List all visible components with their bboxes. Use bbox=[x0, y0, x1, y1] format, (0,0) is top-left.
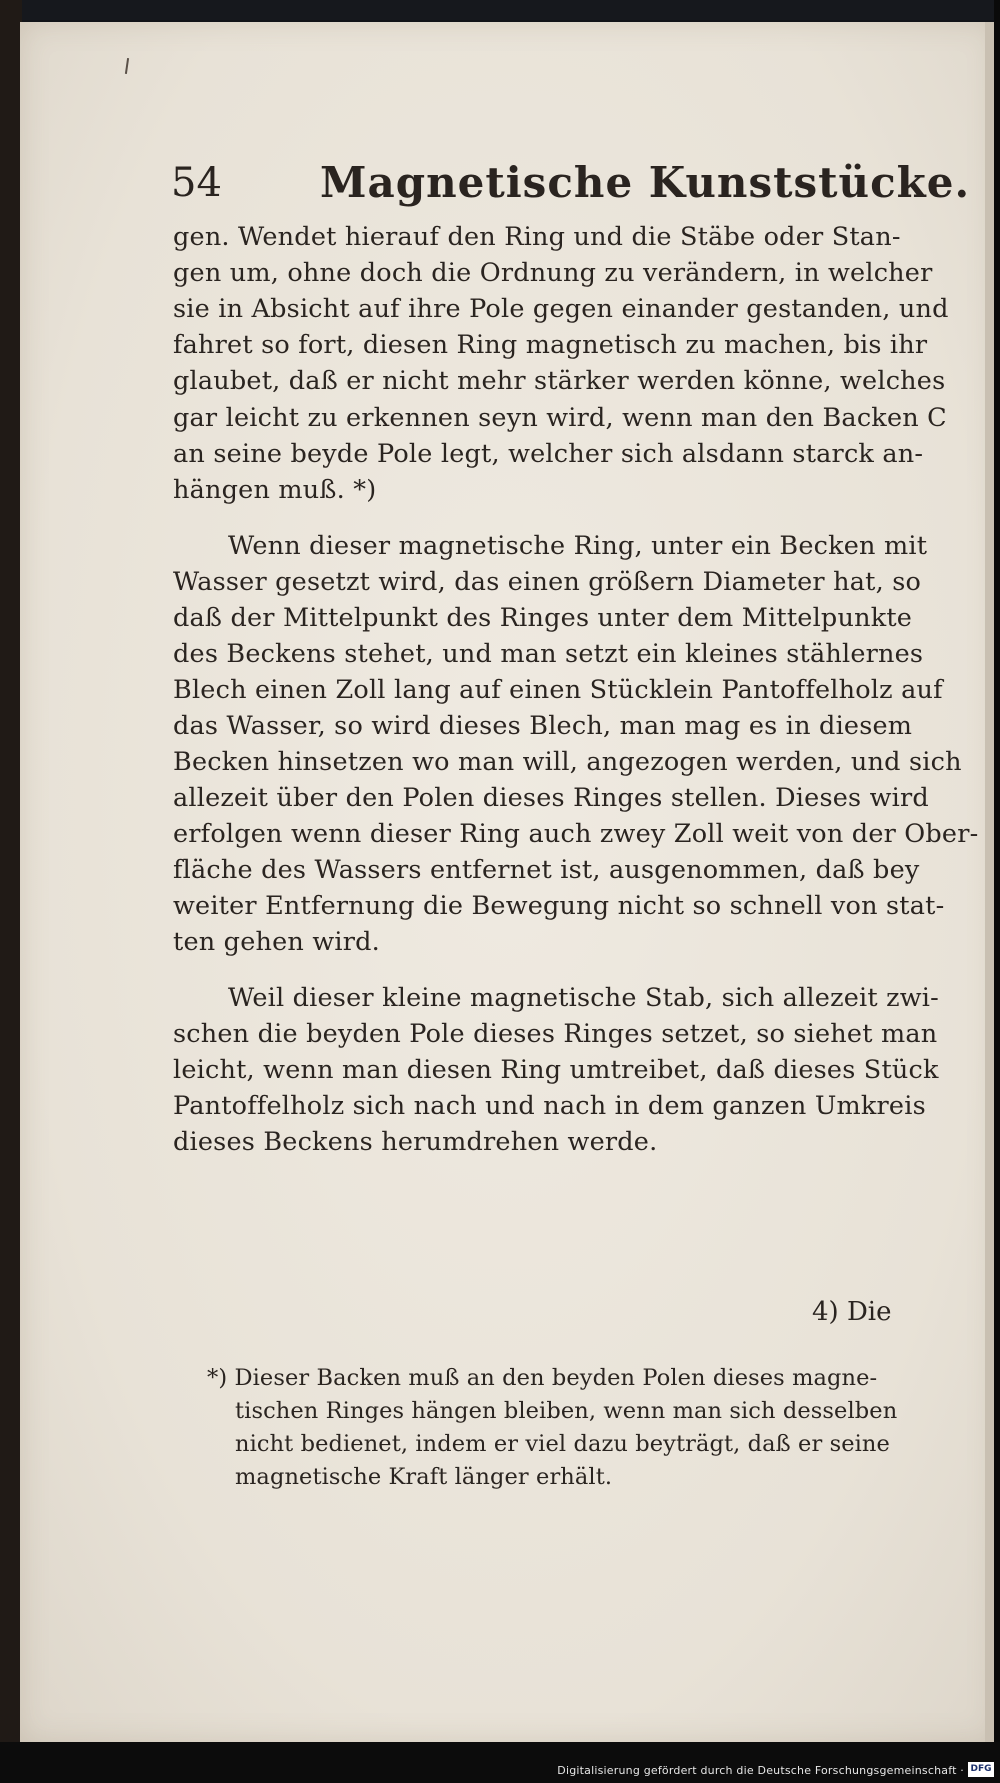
body-line: an seine beyde Pole legt, welcher sich alsdann starck an- bbox=[173, 439, 924, 469]
body-line: Blech einen Zoll lang auf einen Stücklein Pantoffelholz auf bbox=[173, 675, 943, 705]
body-line: gen um, ohne doch die Ordnung zu verändern, in welcher bbox=[173, 258, 933, 288]
body-line: hängen muß. *) bbox=[173, 475, 377, 505]
scan-top-strip bbox=[0, 0, 1000, 20]
body-line: ten gehen wird. bbox=[173, 927, 380, 957]
book-binding-edge bbox=[0, 0, 22, 1783]
footnote-line: tischen Ringes hängen bleiben, wenn man sich desselben bbox=[235, 1398, 898, 1424]
body-line: Pantoffelholz sich nach und nach in dem ganzen Umkreis bbox=[173, 1091, 926, 1121]
body-line: dieses Beckens herumdrehen werde. bbox=[173, 1127, 658, 1157]
footnote-line: magnetische Kraft länger erhält. bbox=[235, 1464, 613, 1490]
body-line: das Wasser, so wird dieses Blech, man mag es in diesem bbox=[173, 711, 913, 741]
body-line: Wenn dieser magnetische Ring, unter ein Becken mit bbox=[228, 531, 928, 561]
body-line: leicht, wenn man diesen Ring umtreibet, daß dieses Stück bbox=[173, 1055, 939, 1085]
body-line: fahret so fort, diesen Ring magnetisch zu machen, bis ihr bbox=[173, 330, 928, 360]
scan-right-edge bbox=[994, 0, 1000, 1783]
body-line: Wasser gesetzt wird, das einen größern Diameter hat, so bbox=[173, 567, 922, 597]
body-line: schen die beyden Pole dieses Ringes setzet, so siehet man bbox=[173, 1019, 938, 1049]
body-line: gen. Wendet hierauf den Ring und die Stäbe oder Stan- bbox=[173, 222, 901, 252]
body-line: des Beckens stehet, und man setzt ein kleines stählernes bbox=[173, 639, 924, 669]
body-line: weiter Entfernung die Bewegung nicht so schnell von stat- bbox=[173, 891, 945, 921]
page-number: 54 bbox=[171, 160, 222, 206]
digitization-credit: Digitalisierung gefördert durch die Deutsche Forschungsgemeinschaft · bbox=[557, 1764, 964, 1777]
body-line: erfolgen wenn dieser Ring auch zwey Zoll weit von der Ober- bbox=[173, 819, 979, 849]
footnote-line: *) Dieser Backen muß an den beyden Polen dieses magne- bbox=[207, 1365, 878, 1391]
body-line: gar leicht zu erkennen seyn wird, wenn man den Backen C bbox=[173, 403, 947, 433]
running-title: Magnetische Kunststücke. bbox=[320, 158, 971, 207]
body-line: Becken hinsetzen wo man will, angezogen werden, und sich bbox=[173, 747, 962, 777]
body-line: allezeit über den Polen dieses Ringes stellen. Dieses wird bbox=[173, 783, 929, 813]
body-line: sie in Absicht auf ihre Pole gegen einander gestanden, und bbox=[173, 294, 949, 324]
footnote-line: nicht bedienet, indem er viel dazu beyträgt, daß er seine bbox=[235, 1431, 890, 1457]
body-line: daß der Mittelpunkt des Ringes unter dem Mittelpunkte bbox=[173, 603, 913, 633]
body-line: glaubet, daß er nicht mehr stärker werden könne, welches bbox=[173, 366, 946, 396]
catchword: 4) Die bbox=[812, 1297, 892, 1327]
body-line: fläche des Wassers entfernet ist, ausgenommen, daß bey bbox=[173, 855, 920, 885]
body-line: Weil dieser kleine magnetische Stab, sich allezeit zwi- bbox=[228, 983, 939, 1013]
dfg-logo: DFG bbox=[968, 1762, 994, 1777]
